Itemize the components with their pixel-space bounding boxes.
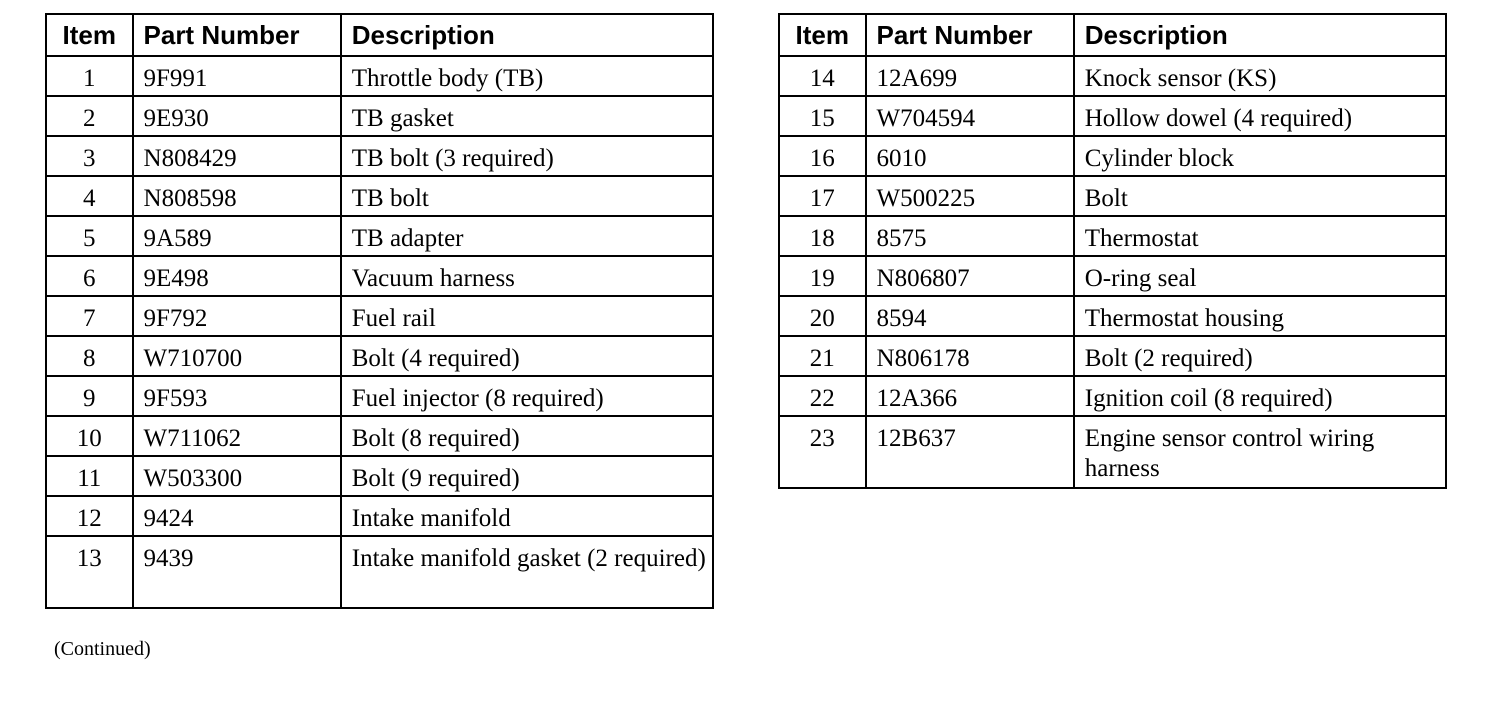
item-cell: 9 xyxy=(46,376,133,416)
item-cell: 17 xyxy=(779,176,866,216)
description-cell: Bolt xyxy=(1074,176,1446,216)
part-number-cell: N806807 xyxy=(866,256,1074,296)
description-cell: TB bolt (3 required) xyxy=(341,136,713,176)
table-row xyxy=(46,376,713,416)
description-cell: Bolt (8 required) xyxy=(341,416,713,456)
table-row xyxy=(779,296,1446,336)
description-cell: Fuel injector (8 required) xyxy=(341,376,713,416)
description-cell: Bolt (2 required) xyxy=(1074,336,1446,376)
item-cell: 22 xyxy=(779,376,866,416)
part-number-cell: 9F792 xyxy=(133,296,341,336)
table-row xyxy=(46,336,713,376)
item-cell: 6 xyxy=(46,256,133,296)
part-number-cell: 8575 xyxy=(866,216,1074,256)
item-cell: 20 xyxy=(779,296,866,336)
part-number-cell: W500225 xyxy=(866,176,1074,216)
description-cell: Intake manifold gasket (2 required) xyxy=(341,536,713,608)
part-number-cell: N806178 xyxy=(866,336,1074,376)
header-item: Item xyxy=(779,14,866,56)
item-cell: 2 xyxy=(46,96,133,136)
description-cell: Thermostat xyxy=(1074,216,1446,256)
part-number-cell: 9E498 xyxy=(133,256,341,296)
table-row xyxy=(779,136,1446,176)
description-cell: Bolt (9 required) xyxy=(341,456,713,496)
item-cell: 4 xyxy=(46,176,133,216)
table-row xyxy=(779,416,1446,488)
part-number-cell: N808598 xyxy=(133,176,341,216)
part-number-cell: N808429 xyxy=(133,136,341,176)
description-cell: O-ring seal xyxy=(1074,256,1446,296)
header-item: Item xyxy=(46,14,133,56)
description-cell: TB bolt xyxy=(341,176,713,216)
item-cell: 3 xyxy=(46,136,133,176)
description-cell: Thermostat housing xyxy=(1074,296,1446,336)
item-cell: 8 xyxy=(46,336,133,376)
item-cell: 16 xyxy=(779,136,866,176)
table-row xyxy=(46,176,713,216)
part-number-cell: 9A589 xyxy=(133,216,341,256)
parts-table-right xyxy=(778,13,1447,489)
table-row xyxy=(779,176,1446,216)
table-row xyxy=(779,96,1446,136)
part-number-cell: 9424 xyxy=(133,496,341,536)
description-cell: Throttle body (TB) xyxy=(341,56,713,96)
part-number-cell: W704594 xyxy=(866,96,1074,136)
description-cell: TB gasket xyxy=(341,96,713,136)
part-number-cell: W710700 xyxy=(133,336,341,376)
part-number-cell: 6010 xyxy=(866,136,1074,176)
description-cell: Engine sensor control wiring harness xyxy=(1074,416,1446,488)
item-cell: 18 xyxy=(779,216,866,256)
description-cell: Hollow dowel (4 required) xyxy=(1074,96,1446,136)
table-row xyxy=(46,456,713,496)
description-cell: Bolt (4 required) xyxy=(341,336,713,376)
description-cell: TB adapter xyxy=(341,216,713,256)
item-cell: 23 xyxy=(779,416,866,488)
header-description: Description xyxy=(1074,14,1446,56)
part-number-cell: 9439 xyxy=(133,536,341,608)
table-row xyxy=(779,336,1446,376)
description-cell: Intake manifold xyxy=(341,496,713,536)
table-row xyxy=(46,536,713,608)
item-cell: 19 xyxy=(779,256,866,296)
part-number-cell: 8594 xyxy=(866,296,1074,336)
part-number-cell: 9F991 xyxy=(133,56,341,96)
parts-table-left xyxy=(45,13,714,609)
table-row xyxy=(46,256,713,296)
item-cell: 12 xyxy=(46,496,133,536)
description-cell: Cylinder block xyxy=(1074,136,1446,176)
table-row xyxy=(46,496,713,536)
part-number-cell: W503300 xyxy=(133,456,341,496)
part-number-cell: 12A366 xyxy=(866,376,1074,416)
table-row xyxy=(779,216,1446,256)
table-row xyxy=(46,56,713,96)
table-row xyxy=(46,136,713,176)
description-cell: Ignition coil (8 required) xyxy=(1074,376,1446,416)
table-row xyxy=(46,296,713,336)
item-cell: 11 xyxy=(46,456,133,496)
table-row xyxy=(779,256,1446,296)
item-cell: 14 xyxy=(779,56,866,96)
description-cell: Fuel rail xyxy=(341,296,713,336)
table-row xyxy=(46,96,713,136)
table-row xyxy=(46,216,713,256)
table-row xyxy=(779,376,1446,416)
header-row xyxy=(779,14,1446,56)
item-cell: 5 xyxy=(46,216,133,256)
parts-table-right-body xyxy=(779,56,1446,488)
item-cell: 10 xyxy=(46,416,133,456)
table-row xyxy=(46,416,713,456)
description-cell: Vacuum harness xyxy=(341,256,713,296)
header-part-number: Part Number xyxy=(133,14,341,56)
part-number-cell: 9F593 xyxy=(133,376,341,416)
item-cell: 21 xyxy=(779,336,866,376)
header-part-number: Part Number xyxy=(866,14,1074,56)
parts-table-left-body xyxy=(46,56,713,608)
item-cell: 13 xyxy=(46,536,133,608)
header-row xyxy=(46,14,713,56)
description-cell: Knock sensor (KS) xyxy=(1074,56,1446,96)
item-cell: 1 xyxy=(46,56,133,96)
part-number-cell: 9E930 xyxy=(133,96,341,136)
part-number-cell: 12A699 xyxy=(866,56,1074,96)
part-number-cell: W711062 xyxy=(133,416,341,456)
continued-note: (Continued) xyxy=(54,638,151,660)
item-cell: 7 xyxy=(46,296,133,336)
item-cell: 15 xyxy=(779,96,866,136)
part-number-cell: 12B637 xyxy=(866,416,1074,488)
table-row xyxy=(779,56,1446,96)
header-description: Description xyxy=(341,14,713,56)
